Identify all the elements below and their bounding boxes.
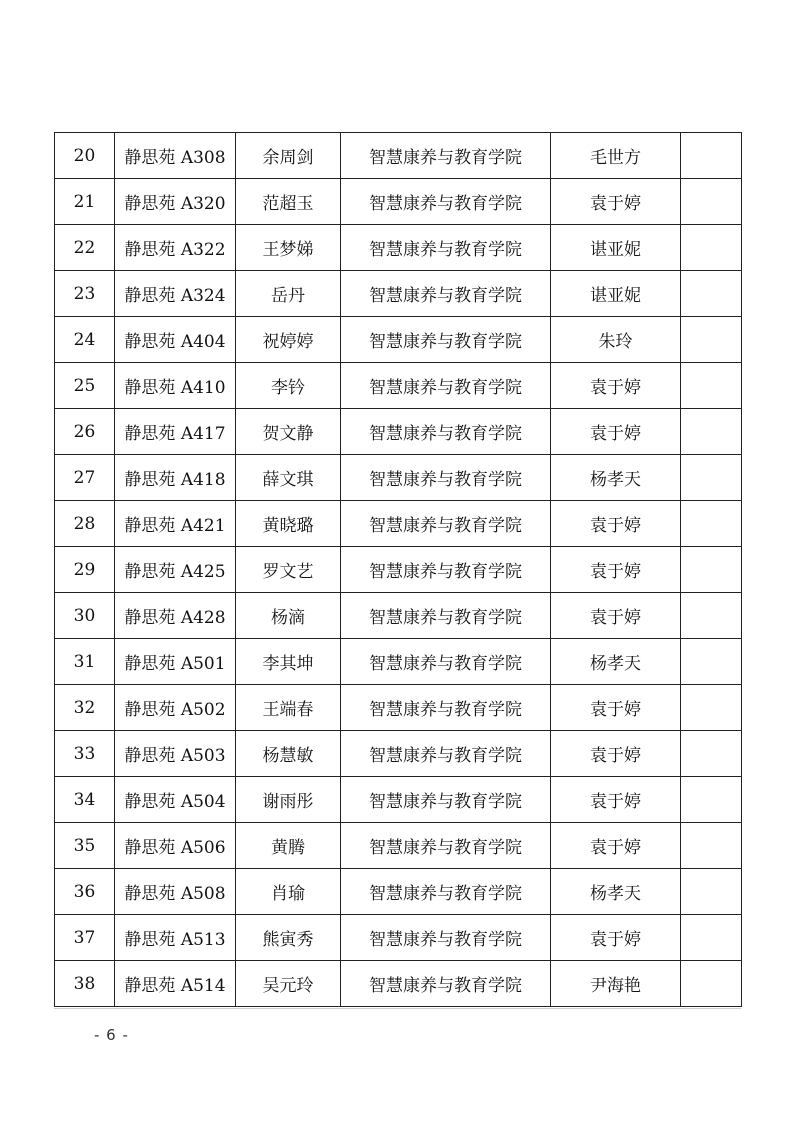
table-row (55, 639, 742, 685)
cell-counselor: 杨孝天 (551, 869, 681, 915)
cell-number: 36 (55, 869, 115, 915)
cell-college: 智慧康养与教育学院 (341, 869, 551, 915)
table-row (55, 409, 742, 455)
cell-student-name: 罗文艺 (236, 547, 341, 593)
table-row (55, 777, 742, 823)
cell-note (681, 133, 742, 179)
cell-note (681, 225, 742, 271)
cell-dorm-room: 静思苑 A428 (115, 593, 236, 639)
cell-dorm-room: 静思苑 A502 (115, 685, 236, 731)
cell-note (681, 685, 742, 731)
cell-dorm-room: 静思苑 A425 (115, 547, 236, 593)
table-row (55, 961, 742, 1007)
cell-note (681, 639, 742, 685)
cell-note (681, 547, 742, 593)
cell-college: 智慧康养与教育学院 (341, 685, 551, 731)
cell-number: 30 (55, 593, 115, 639)
cell-college: 智慧康养与教育学院 (341, 455, 551, 501)
table-row (55, 363, 742, 409)
cell-college: 智慧康养与教育学院 (341, 363, 551, 409)
table-row (55, 869, 742, 915)
cell-note (681, 501, 742, 547)
cell-number: 34 (55, 777, 115, 823)
cell-dorm-room: 静思苑 A320 (115, 179, 236, 225)
cell-note (681, 363, 742, 409)
cell-note (681, 777, 742, 823)
table-row (55, 501, 742, 547)
cell-college: 智慧康养与教育学院 (341, 777, 551, 823)
cell-number: 33 (55, 731, 115, 777)
cell-number: 27 (55, 455, 115, 501)
cell-number: 24 (55, 317, 115, 363)
cell-student-name: 李钤 (236, 363, 341, 409)
table-row (55, 317, 742, 363)
cell-counselor: 杨孝天 (551, 455, 681, 501)
cell-counselor: 杨孝天 (551, 639, 681, 685)
cell-note (681, 179, 742, 225)
cell-counselor: 袁于婷 (551, 731, 681, 777)
cell-student-name: 祝婷婷 (236, 317, 341, 363)
cell-dorm-room: 静思苑 A513 (115, 915, 236, 961)
cell-counselor: 谌亚妮 (551, 271, 681, 317)
cell-note (681, 455, 742, 501)
footer-divider (54, 1008, 741, 1009)
cell-dorm-room: 静思苑 A504 (115, 777, 236, 823)
cell-college: 智慧康养与教育学院 (341, 409, 551, 455)
table-row (55, 823, 742, 869)
table-row (55, 179, 742, 225)
table-row (55, 225, 742, 271)
cell-student-name: 肖瑜 (236, 869, 341, 915)
cell-number: 28 (55, 501, 115, 547)
cell-number: 35 (55, 823, 115, 869)
cell-dorm-room: 静思苑 A417 (115, 409, 236, 455)
cell-counselor: 谌亚妮 (551, 225, 681, 271)
cell-counselor: 袁于婷 (551, 179, 681, 225)
cell-dorm-room: 静思苑 A503 (115, 731, 236, 777)
cell-counselor: 袁于婷 (551, 823, 681, 869)
cell-college: 智慧康养与教育学院 (341, 961, 551, 1007)
cell-note (681, 915, 742, 961)
cell-counselor: 朱玲 (551, 317, 681, 363)
cell-note (681, 271, 742, 317)
cell-dorm-room: 静思苑 A508 (115, 869, 236, 915)
cell-number: 32 (55, 685, 115, 731)
cell-college: 智慧康养与教育学院 (341, 317, 551, 363)
cell-dorm-room: 静思苑 A404 (115, 317, 236, 363)
cell-note (681, 961, 742, 1007)
cell-number: 21 (55, 179, 115, 225)
table-row (55, 455, 742, 501)
cell-dorm-room: 静思苑 A514 (115, 961, 236, 1007)
table-row (55, 547, 742, 593)
cell-counselor: 袁于婷 (551, 501, 681, 547)
cell-note (681, 317, 742, 363)
cell-student-name: 范超玉 (236, 179, 341, 225)
cell-student-name: 余周剑 (236, 133, 341, 179)
cell-student-name: 贺文静 (236, 409, 341, 455)
cell-note (681, 731, 742, 777)
cell-number: 31 (55, 639, 115, 685)
cell-college: 智慧康养与教育学院 (341, 225, 551, 271)
cell-student-name: 吴元玲 (236, 961, 341, 1007)
cell-number: 20 (55, 133, 115, 179)
cell-student-name: 杨滴 (236, 593, 341, 639)
cell-student-name: 杨慧敏 (236, 731, 341, 777)
cell-counselor: 袁于婷 (551, 777, 681, 823)
cell-college: 智慧康养与教育学院 (341, 547, 551, 593)
cell-note (681, 409, 742, 455)
cell-counselor: 毛世方 (551, 133, 681, 179)
cell-college: 智慧康养与教育学院 (341, 731, 551, 777)
table-row (55, 133, 742, 179)
cell-dorm-room: 静思苑 A501 (115, 639, 236, 685)
cell-counselor: 袁于婷 (551, 409, 681, 455)
cell-college: 智慧康养与教育学院 (341, 593, 551, 639)
cell-number: 29 (55, 547, 115, 593)
cell-student-name: 黄晓璐 (236, 501, 341, 547)
cell-note (681, 823, 742, 869)
dormitory-roster-table (54, 132, 742, 1007)
cell-number: 37 (55, 915, 115, 961)
cell-number: 25 (55, 363, 115, 409)
table-row (55, 593, 742, 639)
cell-college: 智慧康养与教育学院 (341, 823, 551, 869)
cell-counselor: 袁于婷 (551, 593, 681, 639)
cell-student-name: 谢雨彤 (236, 777, 341, 823)
cell-counselor: 袁于婷 (551, 915, 681, 961)
cell-student-name: 熊寅秀 (236, 915, 341, 961)
cell-number: 22 (55, 225, 115, 271)
cell-dorm-room: 静思苑 A410 (115, 363, 236, 409)
cell-counselor: 袁于婷 (551, 547, 681, 593)
cell-student-name: 李其坤 (236, 639, 341, 685)
cell-student-name: 薛文琪 (236, 455, 341, 501)
cell-note (681, 593, 742, 639)
cell-number: 38 (55, 961, 115, 1007)
cell-student-name: 黄腾 (236, 823, 341, 869)
cell-dorm-room: 静思苑 A421 (115, 501, 236, 547)
table-row (55, 915, 742, 961)
cell-dorm-room: 静思苑 A506 (115, 823, 236, 869)
table-row (55, 271, 742, 317)
cell-college: 智慧康养与教育学院 (341, 501, 551, 547)
cell-college: 智慧康养与教育学院 (341, 271, 551, 317)
cell-dorm-room: 静思苑 A418 (115, 455, 236, 501)
cell-dorm-room: 静思苑 A324 (115, 271, 236, 317)
cell-counselor: 尹海艳 (551, 961, 681, 1007)
cell-number: 23 (55, 271, 115, 317)
cell-student-name: 王端春 (236, 685, 341, 731)
cell-note (681, 869, 742, 915)
cell-number: 26 (55, 409, 115, 455)
cell-student-name: 岳丹 (236, 271, 341, 317)
cell-college: 智慧康养与教育学院 (341, 915, 551, 961)
cell-dorm-room: 静思苑 A308 (115, 133, 236, 179)
cell-counselor: 袁于婷 (551, 363, 681, 409)
cell-college: 智慧康养与教育学院 (341, 133, 551, 179)
cell-college: 智慧康养与教育学院 (341, 179, 551, 225)
cell-student-name: 王梦娣 (236, 225, 341, 271)
cell-college: 智慧康养与教育学院 (341, 639, 551, 685)
cell-counselor: 袁于婷 (551, 685, 681, 731)
cell-dorm-room: 静思苑 A322 (115, 225, 236, 271)
table-row (55, 731, 742, 777)
roster-body (55, 133, 742, 1007)
table-row (55, 685, 742, 731)
page-number: - 6 - (94, 1026, 129, 1044)
